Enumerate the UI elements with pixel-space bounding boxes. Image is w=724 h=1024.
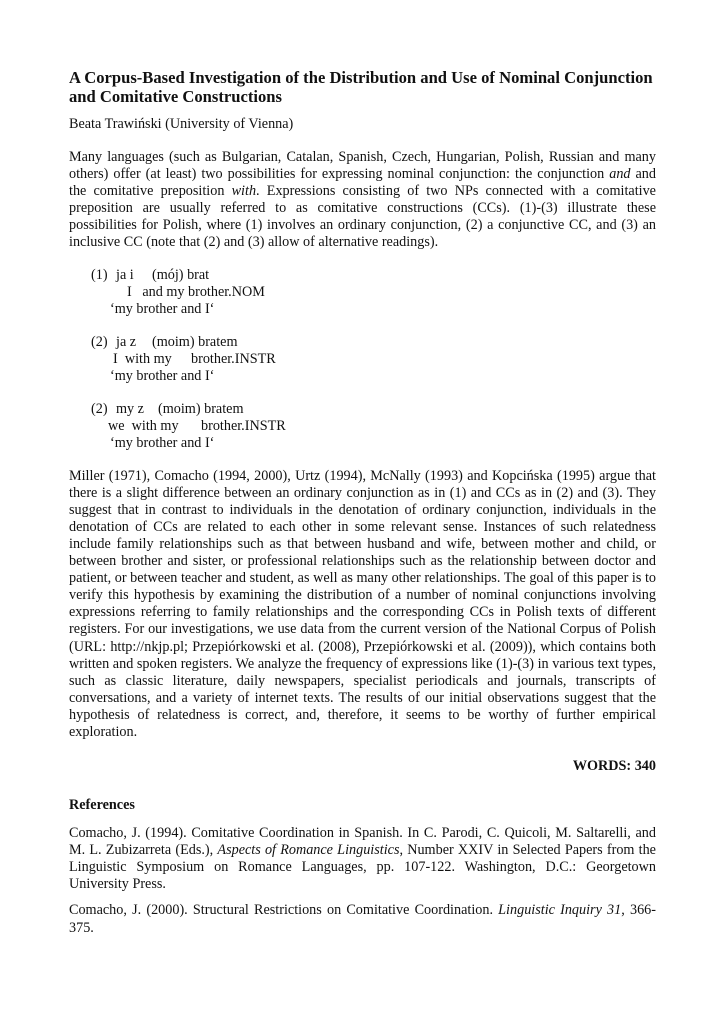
reference-text: Comacho, J. (2000). Structural Restrictions on Comitative Coordination.: [69, 902, 499, 919]
reference-text: Comacho, J. (1994). Comitative Coordination in Spanish. In C. Parodi, C. Quicoli, M. Saltarelli, and M. L. Zubizarreta (Eds.),: [69, 825, 656, 859]
example-translation: ‘my brother and I‘: [110, 434, 215, 451]
reference-entry: [69, 902, 656, 936]
paper-page: [69, 68, 656, 937]
example-word-2: (moim) bratem: [158, 400, 244, 417]
example-translation: ‘my brother and I‘: [110, 367, 215, 384]
example-gloss-2: brother.INSTR: [201, 417, 286, 434]
discussion-paragraph: Miller (1971), Comacho (1994, 2000), Urtz (1994), McNally (1993) and Kopcińska (1995) argue that there is a slight difference between an ordinary conjunction as in (1) and CCs as in (2) and (3). They suggest that in contrast to individuals in the denotation of ordinary conjunction, individuals in the denotation of CCs are related to each other in some relevant sense. Instances of such relatedness include family relationships such as that between husband and wife, between mother and child, or between brother and sister, or professional relationships such as the relationship between doctor and patient, or between teacher and student, as well as many other relationships. The goal of this paper is to verify this hypothesis by examining the distribution of a number of nominal conjunctions involving expressions referring to family relationships and the corresponding CCs in Polish texts of different registers. For our investigations, we use data from the current version of the National Corpus of Polish (URL: http://nkjp.pl; Przepiórkowski et al. (2008), Przepiórkowski et al. (2009)), which contains both written and spoken registers. We analyze the frequency of expressions like (1)-(3) in various text types, such as classic literature, daily newspapers, specialist periodicals and journals, transcripts of conversations, and a variety of internet texts. The results of our initial observations suggest that the hypothesis of relatedness is correct, and, therefore, it seems to be worthy of further empirical exploration.: [69, 467, 656, 740]
reference-journal-title: Linguistic Inquiry 31: [498, 902, 622, 919]
references-heading: References: [69, 797, 135, 814]
intro-paragraph: [69, 149, 656, 252]
intro-text-2: and the comitative preposition: [69, 166, 656, 200]
reference-text: , Number XXIV in Selected Papers from the Linguistic Symposium on Romance Languages, pp. 107-122. Washington, D.C.: Georgetown University Press.: [69, 842, 656, 893]
example-word-1: my z: [116, 400, 144, 417]
example-number: (1): [91, 266, 108, 283]
example-number: (2): [91, 333, 108, 350]
intro-emphasis-with: with: [231, 183, 257, 200]
intro-emphasis-and: and: [609, 166, 631, 183]
reference-text: , 366-375.: [69, 902, 656, 936]
example-2: [91, 334, 656, 386]
paper-title: A Corpus-Based Investigation of the Distribution and Use of Nominal Conjunction and Comitative Constructions: [69, 68, 653, 106]
example-gloss-1: I with my: [113, 350, 172, 367]
example-gloss-2: brother.INSTR: [191, 350, 276, 367]
example-word-1: ja z: [116, 333, 137, 350]
reference-entry: [69, 825, 656, 893]
author-line: Beata Trawiński (University of Vienna): [69, 116, 294, 132]
word-count: WORDS: 340: [572, 758, 656, 775]
example-gloss-1: I and my: [127, 283, 185, 300]
example-1: [91, 267, 656, 319]
example-word-2: (moim) bratem: [152, 333, 238, 350]
example-3: [91, 401, 656, 453]
example-translation: ‘my brother and I‘: [110, 300, 215, 317]
example-gloss-2: brother.NOM: [188, 283, 265, 300]
example-gloss-1: we with my: [108, 417, 179, 434]
reference-book-title: Aspects of Romance Linguistics: [217, 842, 400, 859]
example-word-1: ja i: [116, 266, 134, 283]
intro-text-1: Many languages (such as Bulgarian, Catalan, Spanish, Czech, Hungarian, Polish, Russian and many others) offer (at least) two possibilities for expressing nominal conjunction: the conjunction: [69, 149, 656, 183]
example-number: (2): [91, 400, 108, 417]
example-word-2: (mój) brat: [152, 266, 210, 283]
intro-text-3: . Expressions consisting of two NPs connected with a comitative preposition are usually referred to as comitative constructions (CCs). (1)-(3) illustrate these possibilities for Polish, where (1) involves an ordinary conjunction, (2) a conjunctive CC, and (3) an inclusive CC (note that (2) and (3) allow of alternative readings).: [69, 183, 656, 251]
